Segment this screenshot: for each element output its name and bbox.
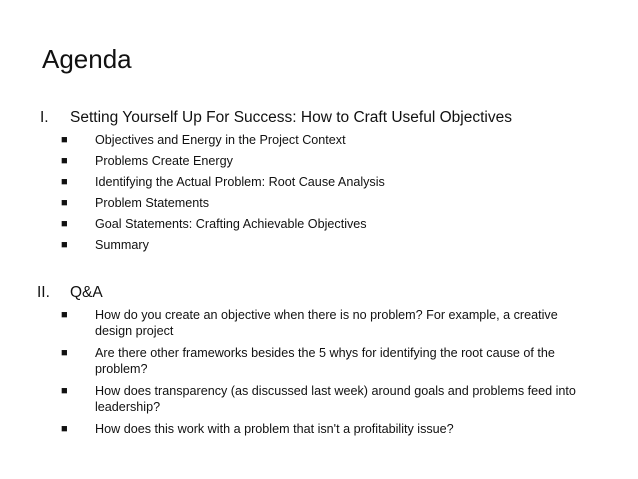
square-bullet-icon: ■ [61,155,68,167]
list-item [0,383,595,415]
square-bullet-icon: ■ [61,385,68,397]
list-item [0,237,595,253]
square-bullet-icon: ■ [61,134,68,146]
square-bullet-icon: ■ [61,197,68,209]
section-heading [0,283,638,305]
list-item-text: Are there other frameworks besides the 5 whys for identifying the root cause of the problem? [95,346,555,376]
section-numeral: I. [40,109,49,126]
section-heading [0,108,638,130]
list-item [0,216,595,232]
list-item-text: Summary [95,238,149,252]
section-numeral: II. [37,284,50,301]
slide-title: Agenda [42,44,132,74]
square-bullet-icon: ■ [61,347,68,359]
square-bullet-icon: ■ [61,218,68,230]
list-item [0,153,595,169]
bullet-list [0,132,638,253]
list-item [0,345,595,377]
square-bullet-icon: ■ [61,423,68,435]
list-item-text: How do you create an objective when there is no problem? For example, a creative design project [95,308,558,338]
list-item [0,195,595,211]
list-item-text: Problem Statements [95,196,210,210]
list-item [0,421,595,437]
list-item [0,132,595,148]
list-item-text: Identifying the Actual Problem: Root Cause Analysis [95,175,385,189]
square-bullet-icon: ■ [61,176,68,188]
list-item [0,307,595,339]
list-item-text: Problems Create Energy [95,154,233,168]
list-item-text: Goal Statements: Crafting Achievable Objectives [95,217,367,231]
list-item-text: How does transparency (as discussed last week) around goals and problems feed into leadership? [95,384,576,414]
section-title: Q&A [70,284,103,301]
list-item [0,174,595,190]
list-item-text: How does this work with a problem that isn't a profitability issue? [95,422,454,436]
list-item-text: Objectives and Energy in the Project Context [95,133,346,147]
section-title: Setting Yourself Up For Success: How to Craft Useful Objectives [70,109,512,126]
agenda-section-1 [0,108,638,256]
square-bullet-icon: ■ [61,239,68,251]
bullet-list [0,307,638,437]
agenda-section-2 [0,283,638,441]
square-bullet-icon: ■ [61,309,68,321]
